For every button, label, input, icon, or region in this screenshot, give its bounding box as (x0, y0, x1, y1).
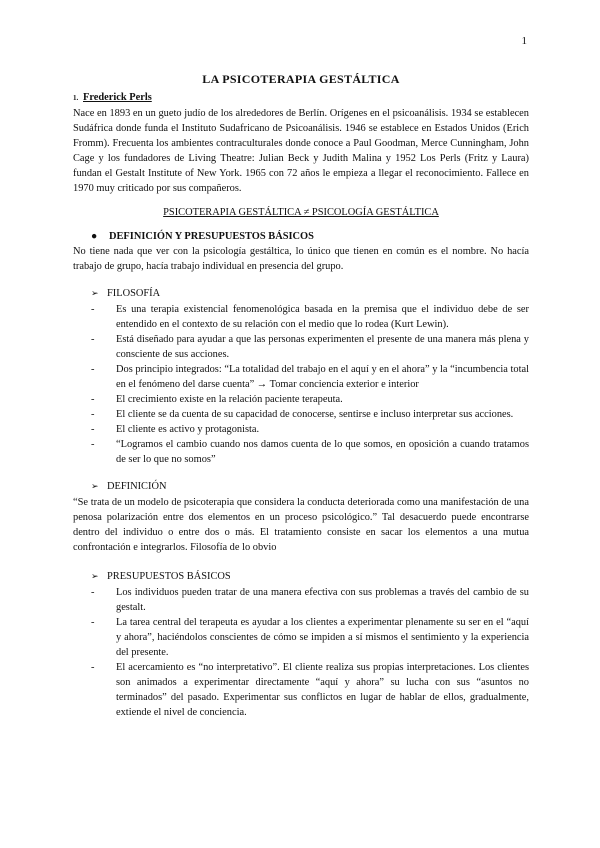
list-item (73, 407, 529, 422)
bio-paragraph: Nace en 1893 en un gueto judío de los alrededores de Berlín. Orígenes en el psicoanálisis. 1934 se establecen Sudáfrica donde funda el Instituto Sudafricano de Psicoanálisis. 1946 se establece en Estados Unidos (Erich Fromm). Frecuenta los ambientes contraculturales donde conoce a Paul Goodman, Merce Cunningham, John Cage y los fundadores de Living Theatre: Julian Beck y Judith Malina y 1952 Los Perls (Fritz y Laura) fundan el Gestalt Institute of New York. 1965 con 72 años le empieza a llegar el reconocimiento. Fallece en 1970 muy criticado por sus compañeros. (73, 108, 529, 194)
dash-icon: - (91, 394, 95, 405)
list-item-text: El acercamiento es “no interpretativo”. El cliente realiza sus propias interpretaciones. Los clientes son animados a experimentar directamente “aquí y ahora” su lucha con sus “asuntos no terminados” del pasado. Experimentar sus conflictos en lugar de hablar de ellos, gradualmente, extiende el nivel de conciencia. (116, 662, 529, 718)
list-item-text: Es una terapia existencial fenomenológica basada en la premisa que el individuo debe de ser entendido en el contexto de su relación con el medio que lo rodea (Kurt Lewin). (116, 304, 529, 330)
list-item (73, 660, 529, 720)
definicion-heading (91, 479, 529, 495)
dash-icon: - (91, 304, 95, 315)
dash-icon: - (91, 662, 95, 673)
filosofia-heading (91, 286, 529, 302)
list-item (73, 332, 529, 362)
list-item-text: Dos principio integrados: “La totalidad del trabajo en el aquí y en el ahora” y la “incumbencia total en el fenómeno del darse cuenta” → Tomar conciencia exterior e interior (116, 364, 529, 390)
list-item (73, 362, 529, 392)
document-body (73, 72, 529, 720)
bullet-icon: ● (91, 231, 98, 242)
list-item-text: El cliente se da cuenta de su capacidad de conocerse, sentirse e incluso interpretar sus acciones. (116, 409, 514, 420)
subtitle: PSICOTERAPIA GESTÁLTICA ≠ PSICOLOGÍA GESTÁLTICA (163, 207, 439, 218)
bullet-heading (91, 229, 529, 244)
list-item (73, 422, 529, 437)
list-item-text: “Logramos el cambio cuando nos damos cuenta de lo que somos, en oposición a cuando tratamos de ser lo que no somos” (116, 439, 529, 465)
dash-icon: - (91, 587, 95, 598)
list-item-text: El crecimiento existe en la relación paciente terapeuta. (116, 394, 343, 405)
dash-icon: - (91, 364, 95, 375)
presupuestos-heading (91, 569, 529, 585)
section-number: 1. (73, 94, 79, 102)
dash-icon: - (91, 439, 95, 450)
filosofia-heading-text: FILOSOFÍA (107, 288, 161, 299)
dash-icon: - (91, 617, 95, 628)
list-item-text: El cliente es activo y protagonista. (116, 424, 260, 435)
presupuestos-heading-text: PRESUPUESTOS BÁSICOS (107, 571, 231, 582)
page-title: LA PSICOTERAPIA GESTÁLTICA (202, 72, 400, 86)
list-item (73, 585, 529, 615)
arrow-icon: ➢ (91, 572, 99, 582)
dash-icon: - (91, 334, 95, 345)
definicion-heading-text: DEFINICIÓN (107, 481, 167, 492)
dash-icon: - (91, 424, 95, 435)
definicion-paragraph: “Se trata de un modelo de psicoterapia que considera la conducta deteriorada como una manifestación de una penosa polarización entre dos elementos en un proceso psicológico.” Tal desacuerdo puede encontrarse dentro del individuo o entre dos o más. El tratamiento consiste en sacar los elementos a una mutua confrontación e integrarlos. Filosofía de lo obvio (73, 497, 529, 553)
list-item (73, 437, 529, 467)
page-number: 1 (521, 35, 527, 47)
dash-icon: - (91, 409, 95, 420)
bullet-heading-text: DEFINICIÓN Y PRESUPUESTOS BÁSICOS (109, 231, 314, 242)
list-item (73, 302, 529, 332)
arrow-icon: ➢ (91, 482, 99, 492)
list-item-text: La tarea central del terapeuta es ayudar a los clientes a experimentar plenamente su ser en el “aquí y ahora”, haciéndolos conscientes de cómo se impiden a sí mismos el sentimiento y la experiencia del presente. (116, 617, 529, 658)
section-heading (73, 90, 529, 106)
arrow-icon: ➢ (91, 289, 99, 299)
list-item (73, 615, 529, 660)
section-name: Frederick Perls (83, 92, 152, 103)
intro-paragraph: No tiene nada que ver con la psicología gestáltica, lo único que tienen en común es el nombre. No hacía trabajo de grupo, hacía trabajo individual en presencia del grupo. (73, 246, 529, 272)
filosofia-list (73, 302, 529, 467)
list-item-text: Está diseñado para ayudar a que las personas experimenten el presente de una manera más plena y consciente de sus acciones. (116, 334, 529, 360)
list-item (73, 392, 529, 407)
list-item-text: Los individuos pueden tratar de una manera efectiva con sus problemas a través del cambio de su gestalt. (116, 587, 529, 613)
presupuestos-list (73, 585, 529, 720)
